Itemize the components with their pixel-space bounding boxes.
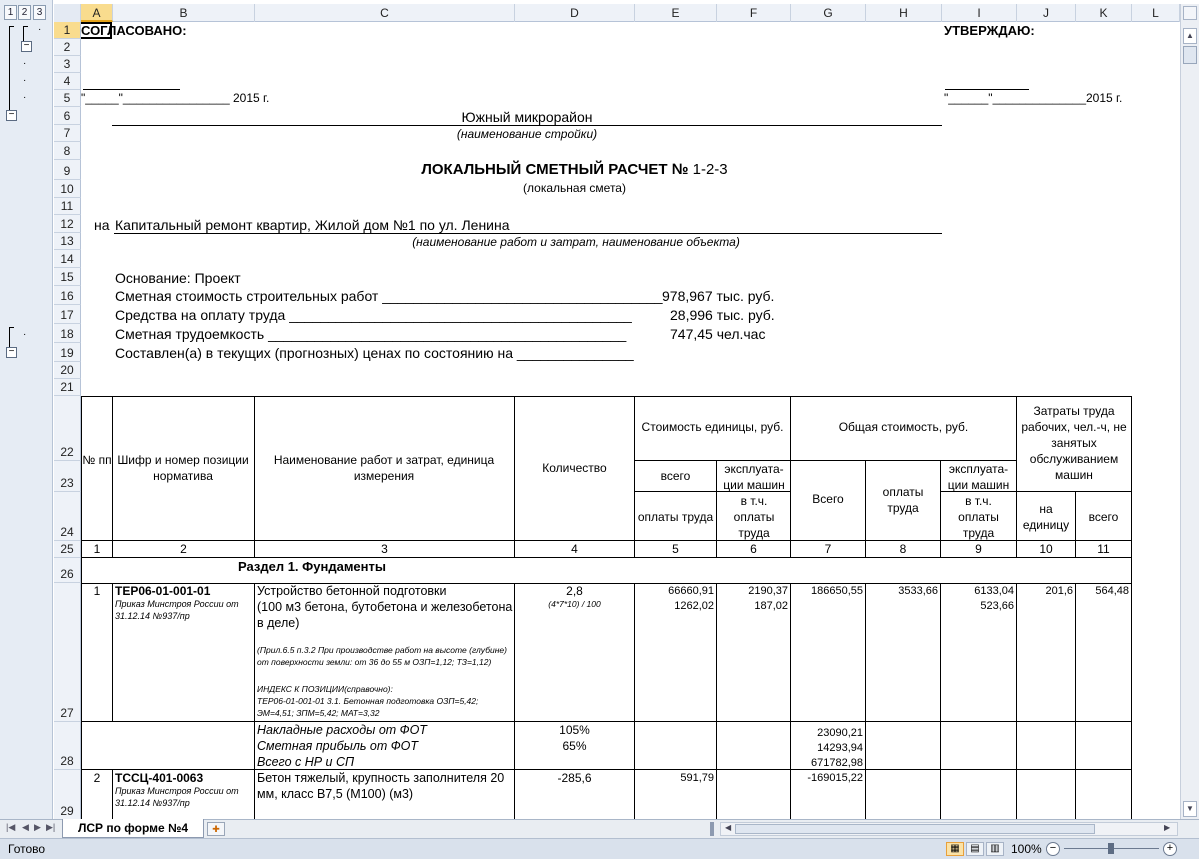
col-border bbox=[865, 583, 866, 819]
sheet-tab-bar bbox=[0, 819, 1199, 838]
profit-label: Сметная прибыль от ФОТ bbox=[257, 739, 419, 753]
outline-level-1-button[interactable]: 1 bbox=[4, 5, 17, 20]
row-header[interactable]: 14 bbox=[54, 250, 81, 268]
row-header[interactable]: 8 bbox=[54, 142, 81, 160]
row-header[interactable]: 28 bbox=[54, 722, 81, 770]
row1-labor-total: 564,48 bbox=[1095, 585, 1129, 597]
page-layout-view-icon[interactable]: ▤ bbox=[966, 842, 984, 856]
row1-unit-wage: 1262,02 bbox=[674, 600, 714, 612]
status-text: Готово bbox=[8, 842, 46, 856]
row-header[interactable]: 25 bbox=[54, 541, 81, 558]
header-num: № пп bbox=[82, 453, 112, 467]
row-header[interactable]: 10 bbox=[54, 180, 81, 198]
insert-sheet-icon[interactable]: ✚ bbox=[207, 822, 225, 836]
work-name: Капитальный ремонт квартир, Жилой дом №1 по ул. Ленина bbox=[115, 217, 510, 233]
total-with-overhead-value: 671782,98 bbox=[811, 757, 863, 769]
header-qty: Количество bbox=[542, 461, 607, 475]
scroll-up-arrow[interactable]: ▲ bbox=[1183, 28, 1197, 44]
tab-split-handle[interactable] bbox=[710, 822, 714, 836]
col-border bbox=[112, 583, 113, 722]
row-header[interactable]: 20 bbox=[54, 362, 81, 379]
outline-level-2-button[interactable]: 2 bbox=[18, 5, 31, 20]
colnum-bottom-border bbox=[81, 557, 1131, 558]
labor-label: Сметная трудоемкость ______________________________________________ bbox=[115, 326, 627, 342]
col-border bbox=[254, 396, 255, 558]
on-label: на bbox=[94, 217, 110, 233]
header-i-incl: в т.ч. оплаты труда bbox=[958, 494, 999, 540]
vertical-scrollbar[interactable] bbox=[1180, 4, 1199, 819]
outline-bracket-cap bbox=[9, 327, 14, 328]
header-h-wages: оплаты труда bbox=[882, 485, 924, 515]
work-underline bbox=[114, 233, 942, 234]
row2-num: 2 bbox=[93, 771, 101, 785]
last-sheet-icon[interactable]: ▶| bbox=[46, 822, 56, 832]
header-labor: Затраты труда рабочих, чел.-ч, не занятых обслуживанием машин bbox=[1021, 404, 1127, 482]
labor-value: 747,45 чел.час bbox=[670, 326, 766, 342]
col-border bbox=[940, 583, 941, 819]
zoom-level[interactable]: 100% bbox=[1011, 842, 1042, 856]
first-sheet-icon[interactable]: |◀ bbox=[6, 822, 16, 832]
row-header[interactable]: 9 bbox=[54, 160, 81, 180]
header-total-lower: всего bbox=[1088, 510, 1119, 524]
outline-dot: · bbox=[23, 58, 27, 69]
row-header[interactable]: 12 bbox=[54, 215, 81, 233]
row-header[interactable]: 3 bbox=[54, 56, 81, 73]
row-header[interactable]: 19 bbox=[54, 343, 81, 362]
colnum: 8 bbox=[899, 542, 907, 556]
colnum: 7 bbox=[824, 542, 832, 556]
outline-dot: · bbox=[23, 92, 27, 103]
header-incl: в т.ч. оплаты труда bbox=[733, 494, 775, 540]
outline-bracket-cap bbox=[9, 26, 14, 27]
prices-note: Составлен(а) в текущих (прогнозных) ценах по состоянию на _______________ bbox=[115, 345, 634, 361]
row-header[interactable]: 21 bbox=[54, 379, 81, 396]
col-border bbox=[514, 396, 515, 558]
construction-caption: (наименование стройки) bbox=[456, 127, 598, 141]
row-header[interactable]: 6 bbox=[54, 107, 81, 125]
horizontal-scroll-thumb[interactable] bbox=[735, 824, 1095, 834]
column-header-e[interactable]: E bbox=[635, 4, 717, 22]
colnum: 5 bbox=[672, 542, 679, 556]
row-header[interactable]: 2 bbox=[54, 39, 81, 56]
colnum: 4 bbox=[571, 542, 578, 556]
col-border bbox=[112, 769, 113, 819]
prev-sheet-icon[interactable]: ◀ bbox=[22, 822, 29, 832]
col-border bbox=[112, 396, 113, 558]
scroll-thumb[interactable] bbox=[1183, 46, 1197, 64]
row-header[interactable]: 24 bbox=[54, 492, 81, 541]
column-header-h[interactable]: H bbox=[866, 4, 942, 22]
header-name: Наименование работ и затрат, единица измерения bbox=[273, 453, 495, 483]
row1-unit-machine-wage: 187,02 bbox=[754, 600, 788, 612]
row-header[interactable]: 4 bbox=[54, 73, 81, 90]
collapse-group-button[interactable]: − bbox=[6, 347, 17, 358]
colnum: 1 bbox=[93, 542, 101, 556]
estimate-title bbox=[112, 161, 1037, 178]
row1-num: 1 bbox=[93, 584, 101, 598]
column-header-d[interactable]: D bbox=[515, 4, 635, 22]
col-border bbox=[1131, 396, 1132, 819]
column-header-b[interactable]: B bbox=[113, 4, 255, 22]
section-title: Раздел 1. Фундаменты bbox=[238, 559, 386, 574]
profit-value: 14293,94 bbox=[817, 742, 863, 754]
date-line-right: "______"______________2015 г. bbox=[944, 91, 1123, 105]
row1-order: Приказ Минстроя России от 31.12.14 №937/пр bbox=[115, 599, 239, 621]
work-caption: (наименование работ и затрат, наименование объекта) bbox=[412, 235, 740, 249]
approve-label: УТВЕРЖДАЮ: bbox=[944, 23, 1035, 38]
outline-gutter bbox=[0, 0, 53, 819]
row-header[interactable]: 16 bbox=[54, 286, 81, 305]
next-sheet-icon[interactable]: ▶ bbox=[34, 822, 41, 832]
column-header-a[interactable]: A bbox=[81, 4, 113, 22]
colnum: 2 bbox=[180, 542, 187, 556]
col-border bbox=[716, 583, 717, 819]
column-headers bbox=[54, 4, 1180, 22]
row1-note: (Прил.6.5 п.3.2 При производстве работ на высоте (глубине) от поверхности земли: от 36 до 55 м ОЗП=1,12; ТЗ=1,12) bbox=[257, 645, 507, 667]
row-header[interactable]: 15 bbox=[54, 268, 81, 286]
estimate-subtitle: (локальная смета) bbox=[523, 181, 626, 195]
row2-unit-all: 591,79 bbox=[680, 772, 714, 784]
overhead-value: 23090,21 bbox=[817, 727, 863, 739]
column-header-i[interactable]: I bbox=[942, 4, 1017, 22]
outline-bracket bbox=[9, 26, 10, 116]
status-bar bbox=[0, 838, 1199, 859]
row-header[interactable]: 13 bbox=[54, 233, 81, 250]
row-header[interactable]: 1 bbox=[54, 22, 81, 39]
page-break-view-icon[interactable]: ▥ bbox=[986, 842, 1004, 856]
row-header[interactable]: 22 bbox=[54, 396, 81, 461]
cost-label: Сметная стоимость строительных работ ____________________________________ bbox=[115, 288, 663, 304]
colnum: 6 bbox=[750, 542, 757, 556]
row1-code: ТЕР06-01-001-01 bbox=[115, 584, 211, 598]
header-wages: оплаты труда bbox=[637, 510, 714, 524]
worksheet-grid[interactable] bbox=[81, 22, 1180, 819]
total-with-overhead-label: Всего с НР и СП bbox=[257, 755, 355, 769]
horizontal-scrollbar[interactable] bbox=[720, 822, 1178, 836]
row1-index-detail: ТЕР06-01-001-01 3.1. Бетонная подготовка ОЗП=5,42; ЭМ=4,51; ЗПМ=5,42; МАТ=3,32 bbox=[257, 696, 479, 718]
sheet-tab-active[interactable]: ЛСР по форме №4 bbox=[62, 819, 204, 838]
row-header[interactable]: 29 bbox=[54, 770, 81, 819]
row1-labor-unit: 201,6 bbox=[1045, 585, 1073, 597]
date-line-left: "_____"________________ 2015 г. bbox=[81, 91, 270, 105]
row2-order: Приказ Минстроя России от 31.12.14 №937/пр bbox=[115, 786, 239, 808]
row-header[interactable]: 18 bbox=[54, 324, 81, 343]
row1-unit: (100 м3 бетона, бутобетона и железобетона в деле) bbox=[257, 600, 513, 630]
row1-total: 186650,55 bbox=[811, 585, 863, 597]
colnum: 3 bbox=[381, 542, 388, 556]
header-unit-cost: Стоимость единицы, руб. bbox=[641, 420, 784, 434]
estimate-title-bold: ЛОКАЛЬНЫЙ СМЕТНЫЙ РАСЧЕТ № bbox=[421, 161, 689, 178]
column-header-l[interactable]: L bbox=[1132, 4, 1180, 22]
cost-value: 978,967 тыс. руб. bbox=[662, 288, 775, 304]
signature-line-left bbox=[83, 89, 180, 90]
row2-qty: -285,6 bbox=[557, 771, 592, 785]
row1-unit-machines: 2190,37 bbox=[748, 585, 788, 597]
column-header-f[interactable]: F bbox=[717, 4, 791, 22]
header-machines: эксплуата-ции машин bbox=[723, 462, 785, 492]
row1-total-machine-wage: 523,66 bbox=[980, 600, 1014, 612]
outline-dot: · bbox=[23, 329, 27, 340]
header-i-machines: эксплуата-ции машин bbox=[947, 462, 1010, 492]
row2-total: -169015,22 bbox=[807, 772, 863, 784]
header-total-cost: Общая стоимость, руб. bbox=[838, 420, 969, 434]
colnum: 10 bbox=[1039, 542, 1053, 556]
collapse-group-button[interactable]: − bbox=[6, 110, 17, 121]
normal-view-icon[interactable]: ▦ bbox=[946, 842, 964, 856]
overhead-pct: 105% bbox=[559, 723, 590, 737]
col-border bbox=[1016, 396, 1017, 558]
row1-name: Устройство бетонной подготовки bbox=[257, 584, 447, 598]
scroll-right-arrow[interactable]: ▶ bbox=[1164, 823, 1171, 832]
agreed-label: СОГЛАСОВАНО: bbox=[81, 23, 187, 38]
column-header-j[interactable]: J bbox=[1017, 4, 1076, 22]
construction-underline bbox=[112, 125, 942, 126]
column-header-k[interactable]: K bbox=[1076, 4, 1132, 22]
row-header[interactable]: 7 bbox=[54, 125, 81, 142]
signature-line-right bbox=[945, 89, 1029, 90]
split-box[interactable] bbox=[1183, 6, 1197, 20]
zoom-slider-thumb[interactable] bbox=[1108, 843, 1114, 854]
col-border bbox=[1075, 583, 1076, 819]
table-top-border bbox=[81, 396, 1131, 397]
row1-qty: 2,8 bbox=[566, 584, 583, 598]
colnum: 11 bbox=[1097, 542, 1110, 556]
profit-pct: 65% bbox=[562, 739, 587, 753]
row-header[interactable]: 23 bbox=[54, 461, 81, 492]
row-header[interactable]: 11 bbox=[54, 198, 81, 215]
header-all: всего bbox=[660, 469, 691, 483]
outline-level-3-button[interactable]: 3 bbox=[33, 5, 46, 20]
col-border bbox=[254, 583, 255, 819]
row1-total-machines: 6133,04 bbox=[974, 585, 1014, 597]
header-total: Всего bbox=[812, 492, 844, 506]
header-code: Шифр и номер позиции норматива bbox=[117, 453, 249, 483]
wage-label: Средства на оплату труда ____________________________________________ bbox=[115, 307, 632, 323]
basis: Основание: Проект bbox=[115, 270, 241, 286]
overhead-label: Накладные расходы от ФОТ bbox=[257, 723, 427, 737]
select-all-corner[interactable] bbox=[54, 4, 81, 22]
estimate-number: 1-2-3 bbox=[688, 161, 728, 178]
row1-unit-all: 66660,91 bbox=[668, 585, 714, 597]
row1-qty-formula: (4*7*10) / 100 bbox=[548, 599, 601, 609]
scroll-down-arrow[interactable]: ▼ bbox=[1183, 801, 1197, 817]
row1-index: ИНДЕКС К ПОЗИЦИИ(справочно): bbox=[257, 684, 393, 694]
row-header[interactable]: 26 bbox=[54, 558, 81, 583]
colnum: 9 bbox=[975, 542, 982, 556]
row1-total-wage: 3533,66 bbox=[898, 585, 938, 597]
outline-dot: · bbox=[23, 75, 27, 86]
row-header[interactable]: 17 bbox=[54, 305, 81, 324]
outline-dot: · bbox=[38, 24, 42, 35]
row-header[interactable]: 27 bbox=[54, 583, 81, 722]
scroll-left-arrow[interactable]: ◀ bbox=[725, 823, 732, 832]
construction-name: Южный микрорайон bbox=[461, 109, 593, 125]
row2-name: Бетон тяжелый, крупность заполнителя 20 мм, класс В7,5 (М100) (м3) bbox=[257, 771, 505, 801]
row2-code: ТССЦ-401-0063 bbox=[115, 771, 204, 785]
outline-bracket-cap bbox=[23, 26, 28, 27]
wage-value: 28,996 тыс. руб. bbox=[670, 307, 775, 323]
zoom-in-button[interactable]: + bbox=[1163, 842, 1177, 856]
column-header-c[interactable]: C bbox=[255, 4, 515, 22]
collapse-group-button[interactable]: − bbox=[21, 41, 32, 52]
zoom-out-button[interactable]: − bbox=[1046, 842, 1060, 856]
header-per-unit: на единицу bbox=[1022, 502, 1070, 532]
column-header-g[interactable]: G bbox=[791, 4, 866, 22]
col-border bbox=[1016, 583, 1017, 819]
row-header[interactable]: 5 bbox=[54, 90, 81, 107]
